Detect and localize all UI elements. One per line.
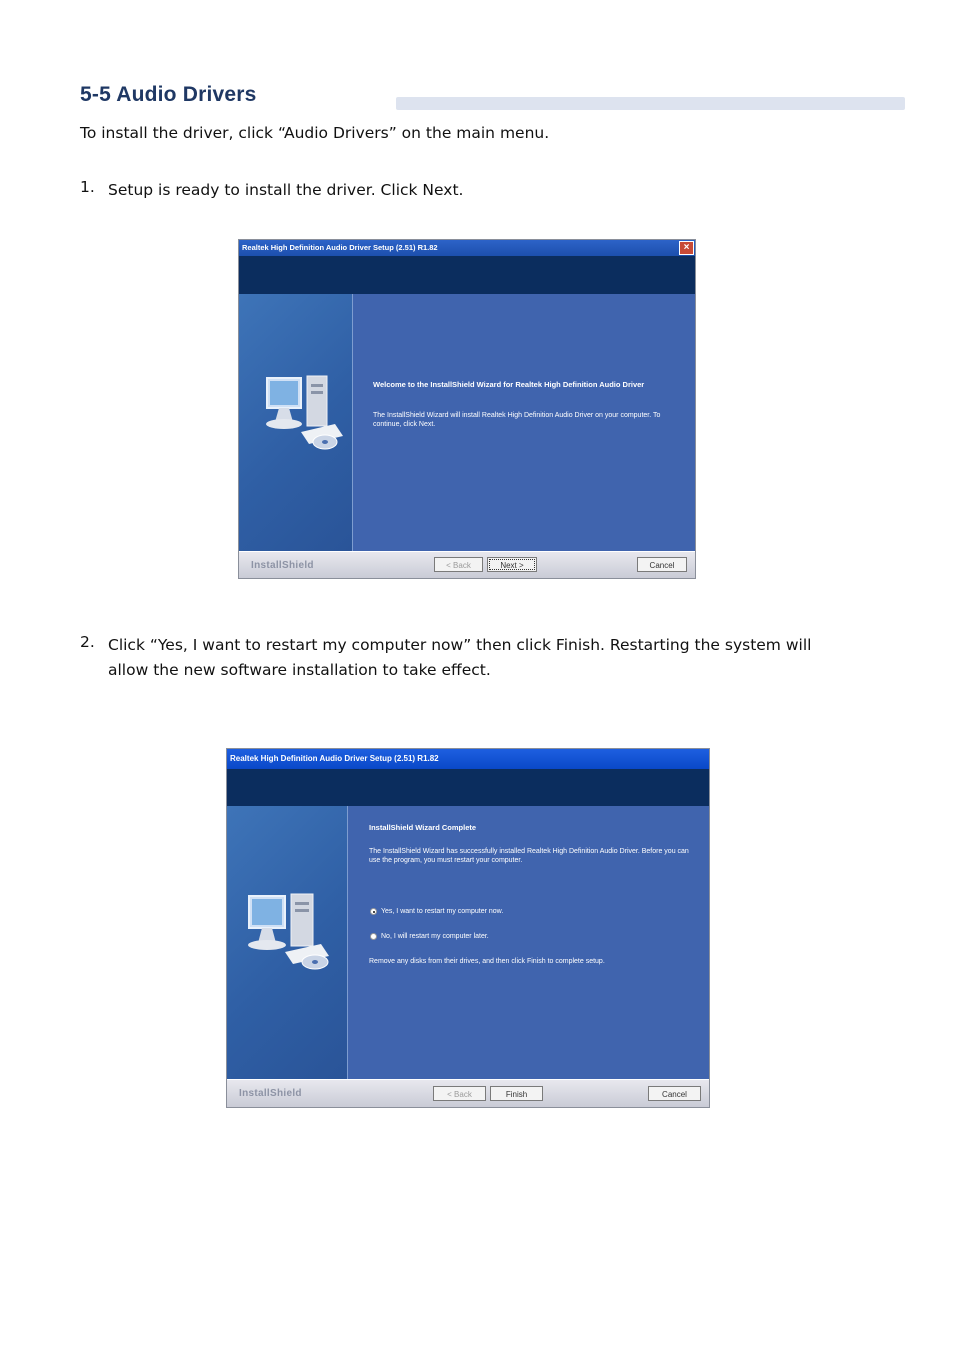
computer-cd-icon <box>227 806 347 1080</box>
step-number: 1. <box>80 178 95 196</box>
welcome-body: The InstallShield Wizard will install Realtek High Definition Audio Driver on your computer. To continue, click Next. <box>373 412 661 428</box>
intro-text: To install the driver, click “Audio Drivers” on the main menu. <box>80 124 550 142</box>
step-text: Click “Yes, I want to restart my computer now” then click Finish. Restarting the system will allow the new software installation to take effect. <box>108 636 812 679</box>
restart-now-label[interactable]: Yes, I want to restart my computer now. <box>381 908 504 915</box>
dialog-titlebar <box>239 240 695 256</box>
finish-button[interactable]: Finish <box>490 1086 543 1101</box>
restart-later-radio[interactable] <box>370 933 377 940</box>
restart-now-radio[interactable] <box>370 908 377 915</box>
dialog-button-bar <box>227 1079 709 1107</box>
setup-dialog-welcome <box>238 239 696 579</box>
step-text: Setup is ready to install the driver. Click Next. <box>108 181 464 199</box>
remove-disks-note: Remove any disks from their drives, and then click Finish to complete setup. <box>369 958 605 965</box>
dialog-title: Realtek High Definition Audio Driver Setup (2.51) R1.82 <box>230 754 439 763</box>
cancel-button[interactable]: Cancel <box>648 1086 701 1101</box>
setup-dialog-complete <box>226 748 710 1108</box>
dialog-header-band <box>239 256 695 294</box>
step-2 <box>80 633 880 683</box>
back-button[interactable]: < Back <box>434 557 483 572</box>
back-button[interactable]: < Back <box>433 1086 486 1101</box>
computer-cd-icon <box>239 294 352 552</box>
section-heading: 5-5 Audio Drivers <box>80 83 257 106</box>
close-icon[interactable]: × <box>679 241 694 255</box>
wizard-side-panel <box>227 806 347 1080</box>
cancel-button[interactable]: Cancel <box>637 557 687 572</box>
step-1 <box>80 178 880 203</box>
next-button[interactable]: Next > <box>487 557 537 572</box>
welcome-heading: Welcome to the InstallShield Wizard for Realtek High Definition Audio Driver <box>373 380 645 389</box>
installshield-brand: InstallShield <box>251 560 314 571</box>
dialog-title: Realtek High Definition Audio Driver Setup (2.51) R1.82 <box>242 243 438 252</box>
heading-rule <box>396 97 905 110</box>
wizard-side-panel <box>239 294 352 552</box>
restart-later-label[interactable]: No, I will restart my computer later. <box>381 933 489 940</box>
installshield-brand: InstallShield <box>239 1088 302 1099</box>
dialog-titlebar <box>227 749 709 769</box>
complete-body: The InstallShield Wizard has successfully installed Realtek High Definition Audio Driver. Before you can use the program, you must restart your computer. <box>369 848 689 864</box>
complete-heading: InstallShield Wizard Complete <box>369 823 477 832</box>
wizard-content <box>348 806 709 1080</box>
wizard-content <box>353 294 695 552</box>
step-number: 2. <box>80 633 95 651</box>
dialog-header-band <box>227 769 709 806</box>
dialog-button-bar <box>239 551 695 578</box>
